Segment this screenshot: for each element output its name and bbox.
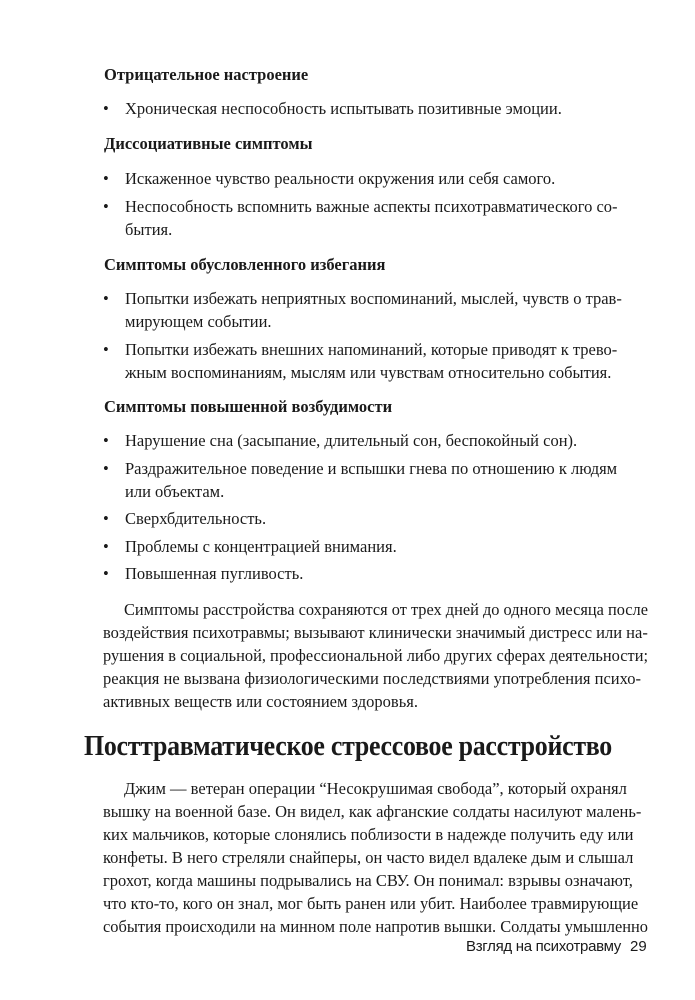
- bullet-marker: •: [103, 99, 109, 118]
- bullet-marker: •: [103, 564, 109, 583]
- paragraph-line: Джим — ветеран операции “Несокрушимая свобода”, который охранял: [124, 779, 627, 798]
- list-item-text: Попытки избежать неприятных воспоминаний, мыслей, чувств о трав-: [125, 289, 622, 308]
- paragraph-line: активных веществ или состоянием здоровья.: [103, 692, 418, 711]
- list-item-text: Повышенная пугливость.: [125, 564, 304, 583]
- bullet-marker: •: [103, 169, 109, 188]
- bullet-marker: •: [103, 340, 109, 359]
- paragraph-line: события происходили на минном поле напротив вышки. Солдаты умышленно: [103, 917, 648, 936]
- bullet-marker: •: [103, 431, 109, 450]
- bullet-marker: •: [103, 289, 109, 308]
- list-item-text: Сверхбдительность.: [125, 509, 267, 528]
- list-item-text: Проблемы с концентрацией внимания.: [125, 537, 397, 556]
- list-item-text: Раздражительное поведение и вспышки гнева по отношению к людям: [125, 459, 618, 478]
- list-item-text-continued: жным воспоминаниям, мыслям или чувствам относительно события.: [125, 363, 612, 382]
- subheading-negative-mood: Отрицательное настроение: [104, 65, 309, 84]
- page-number: 29: [630, 938, 647, 955]
- running-footer-title: Взгляд на психотравму: [466, 938, 621, 955]
- list-item-text: Неспособность вспомнить важные аспекты психотравматического со-: [125, 197, 618, 216]
- list-item-text-continued: мирующем событии.: [125, 312, 272, 331]
- paragraph-line: Симптомы расстройства сохраняются от трех дней до одного месяца после: [124, 600, 648, 619]
- paragraph-line: воздействия психотравмы; вызывают клинически значимый дистресс или на-: [103, 623, 648, 642]
- subheading-avoidance: Симптомы обусловленного избегания: [104, 255, 386, 274]
- paragraph-line: грохот, когда машины подрывались на СВУ. Он понимал: взрывы означают,: [103, 871, 633, 890]
- paragraph-line: реакция не вызвана физиологическими последствиями употребления психо-: [103, 669, 641, 688]
- list-item-text-continued: бытия.: [125, 220, 173, 239]
- paragraph-line: ких мальчиков, которые слонялись поблизости в надежде получить еду или: [103, 825, 634, 844]
- paragraph-line: что кто-то, кого он знал, мог быть ранен или убит. Наиболее травмирующие: [103, 894, 639, 913]
- bullet-marker: •: [103, 197, 109, 216]
- paragraph-line: рушения в социальной, профессиональной либо других сферах деятельности;: [103, 646, 649, 665]
- paragraph-line: конфеты. В него стреляли снайперы, он часто видел вдалеке дым и слышал: [103, 848, 634, 867]
- list-item-text: Попытки избежать внешних напоминаний, которые приводят к трево-: [125, 340, 618, 359]
- bullet-marker: •: [103, 509, 109, 528]
- subheading-hyperarousal: Симптомы повышенной возбудимости: [104, 397, 393, 416]
- paragraph-line: вышку на военной базе. Он видел, как афганские солдаты насилуют малень-: [103, 802, 642, 821]
- bullet-marker: •: [103, 459, 109, 478]
- list-item-text: Нарушение сна (засыпание, длительный сон, беспокойный сон).: [125, 431, 578, 450]
- section-heading: Посттравматическое стрессовое расстройство: [84, 730, 612, 762]
- list-item-text-continued: или объектам.: [125, 482, 225, 501]
- bullet-marker: •: [103, 537, 109, 556]
- list-item-text: Хроническая неспособность испытывать позитивные эмоции.: [125, 99, 562, 118]
- subheading-dissociative: Диссоциативные симптомы: [104, 134, 313, 153]
- list-item-text: Искаженное чувство реальности окружения или себя самого.: [125, 169, 556, 188]
